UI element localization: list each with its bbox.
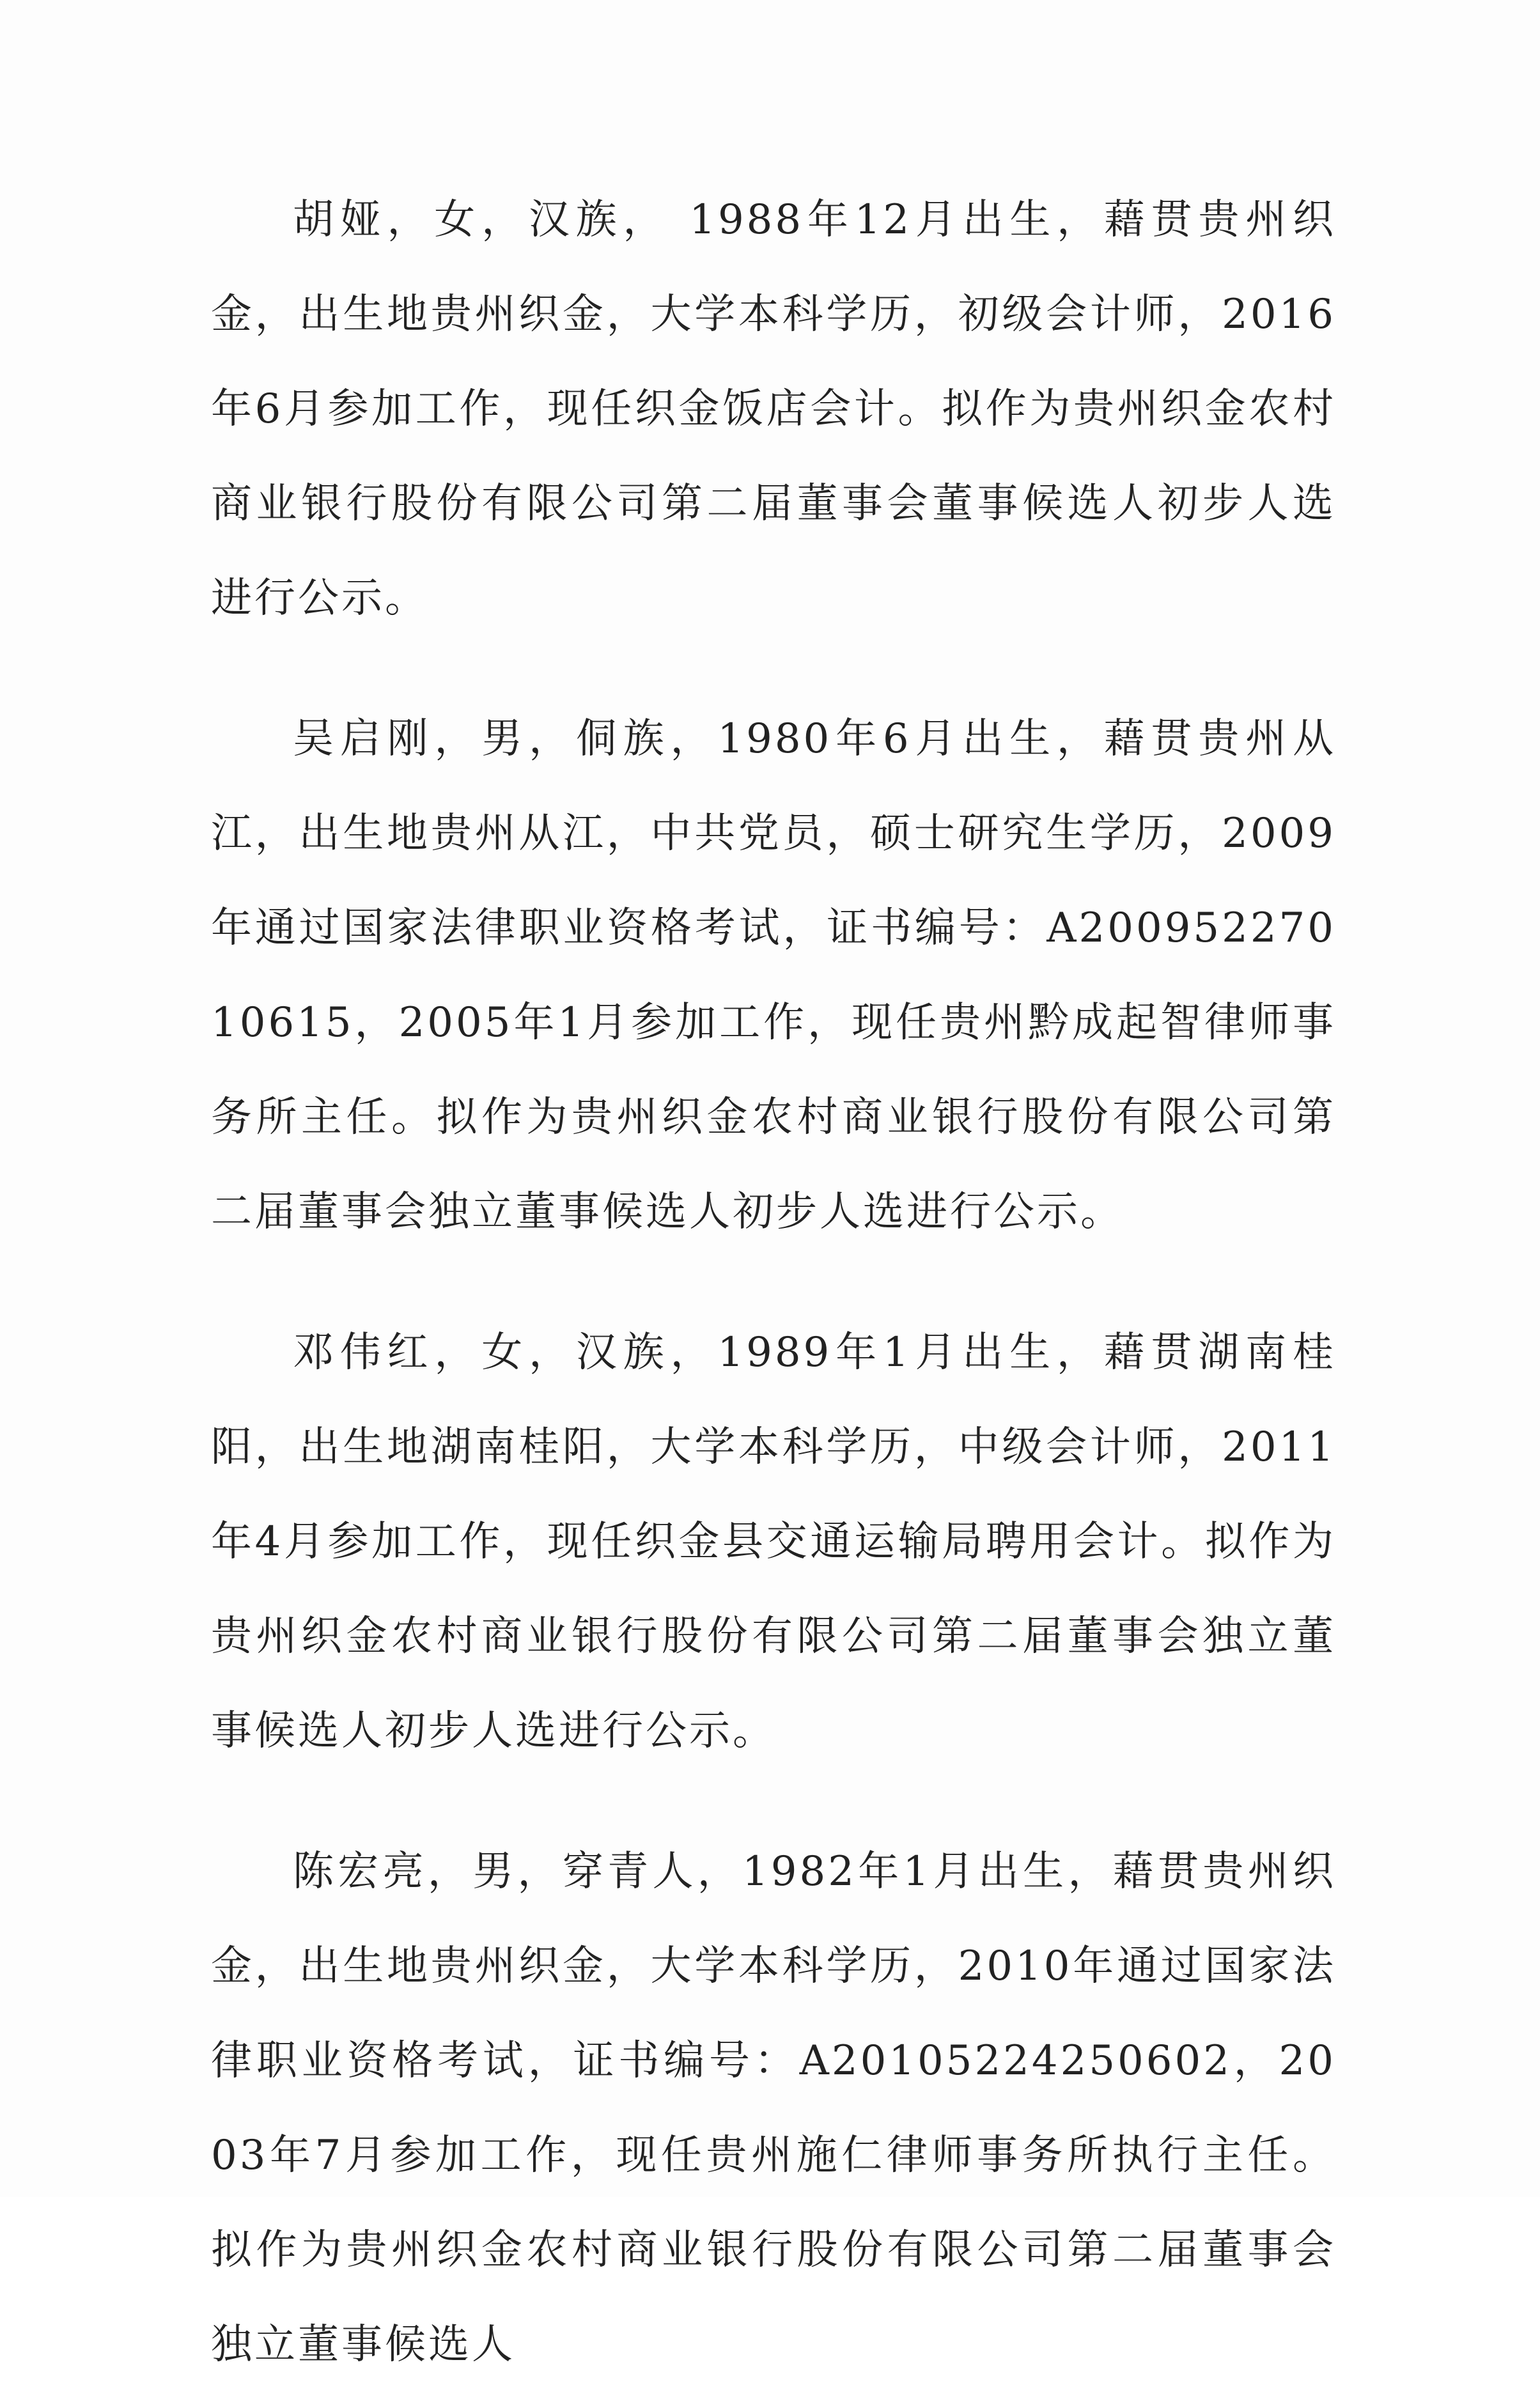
candidate-paragraph-chen-hongliang: 陈宏亮，男，穿青人，1982年1月出生，藉贯贵州织金，出生地贵州织金，大学本科学历，2010年通过国家法律职业资格考试，证书编号：A20105224250602，2003年7月参加工作，现任贵州施仁律师事务所执行主任。拟作为贵州织金农村商业银行股份有限公司第二届董事会独立董事候选人: [211, 1848, 1336, 2368]
candidate-paragraph-hu-ya: 胡娅，女，汉族， 1988年12月出生，藉贯贵州织金，出生地贵州织金，大学本科学历，初级会计师，2016年6月参加工作，现任织金饭店会计。拟作为贵州织金农村商业银行股份有限公司第二届董事会董事候选人初步人选进行公示。: [211, 196, 1336, 622]
document-body: [211, 173, 1336, 2392]
candidate-paragraph-wu-qigang: 吴启刚，男，侗族，1980年6月出生，藉贯贵州从江，出生地贵州从江，中共党员，硕士研究生学历，2009年通过国家法律职业资格考试，证书编号：A20095227010615，2005年1月参加工作，现任贵州黔成起智律师事务所主任。拟作为贵州织金农村商业银行股份有限公司第二届董事会独立董事候选人初步人选进行公示。: [211, 715, 1336, 1236]
candidate-paragraph-deng-weihong: 邓伟红，女，汉族，1989年1月出生，藉贯湖南桂阳，出生地湖南桂阳，大学本科学历，中级会计师，2011年4月参加工作，现任织金县交通运输局聘用会计。拟作为贵州织金农村商业银行股份有限公司第二届董事会独立董事候选人初步人选进行公示。: [211, 1329, 1336, 1755]
